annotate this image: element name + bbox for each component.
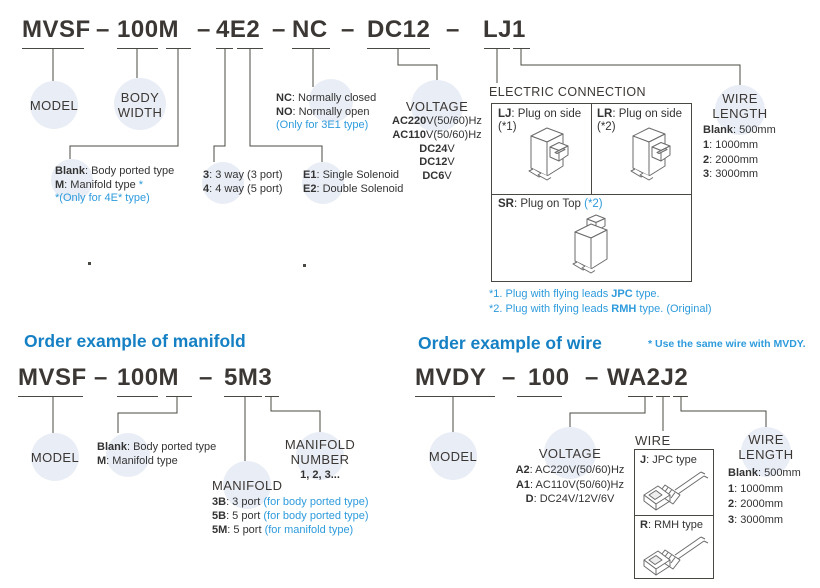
wire-wire-length-list: Blank: 500mm 1: 1000mm 2: 2000mm 3: 3000mm	[728, 467, 801, 526]
wire-voltage-label: VOLTAGE	[538, 446, 602, 461]
code-dash: –	[502, 364, 516, 391]
code-segment-nc: NC	[292, 16, 328, 43]
code-segment-body-width: 100M	[117, 16, 180, 43]
lr-cell-note: (*2)	[597, 121, 616, 133]
electric-footnotes: *1. Plug with flying leads JPC type. *2. Plug with flying leads RMH type. (Original)	[489, 288, 712, 315]
lr-cell-label: LR: Plug on side	[597, 108, 683, 120]
registration-dot	[303, 264, 306, 267]
wire-model-label: MODEL	[428, 449, 478, 464]
manifold-code-manifold: 5M3	[224, 364, 273, 391]
manifold-number-label: MANIFOLD NUMBER	[284, 437, 356, 467]
electric-box-divider-vertical	[591, 104, 592, 194]
electric-connection-box	[491, 103, 692, 282]
wire-code-wire: WA2J2	[607, 364, 689, 391]
rmh-plug-illustration	[639, 533, 709, 579]
manifold-model-label: MODEL	[30, 450, 80, 465]
wire-voltage-list: A2: AC220V(50/60)Hz A1: AC110V(50/60)Hz D: DC24V/12V/6V	[515, 464, 625, 505]
body-width-line2: WIDTH	[117, 105, 163, 120]
manifold-label: MANIFOLD	[212, 478, 283, 493]
wire-length-label: WIRE LENGTH	[712, 91, 768, 121]
body-width-line1: BODY	[120, 90, 160, 105]
electric-connection-title: ELECTRIC CONNECTION	[489, 85, 646, 99]
sr-cell-label: SR: Plug on Top (*2)	[498, 198, 603, 210]
wire-code-model: MVDY	[415, 364, 487, 391]
lj-valve-illustration	[522, 121, 574, 185]
lr-valve-illustration	[624, 121, 676, 185]
registration-dot	[88, 262, 91, 265]
code-segment-connection: LJ1	[483, 16, 526, 43]
lj-cell-note: (*1)	[498, 121, 517, 133]
wire-code-body: 100	[528, 364, 570, 391]
body-width-label	[100, 90, 180, 120]
manifold-type-note: Blank: Body ported type M: Manifold type	[97, 441, 217, 467]
wire-wire-length-label: WIRE LENGTH	[738, 432, 794, 462]
nc-note: NC: Normally closed NO: Normally open (Only for 3E1 type)	[276, 92, 377, 131]
wire-length-list: Blank: 500mm 1: 1000mm 2: 2000mm 3: 3000mm	[703, 124, 776, 181]
code-dash: –	[96, 16, 110, 43]
code-dash: –	[197, 16, 211, 43]
manifold-code-model: MVSF	[18, 364, 87, 391]
wire-box-label: WIRE	[635, 433, 671, 448]
wire-box-divider	[635, 515, 713, 516]
code-segment-voltage: DC12	[367, 16, 431, 43]
manifold-number-values: 1, 2, 3...	[300, 469, 340, 481]
jpc-plug-illustration	[639, 468, 709, 514]
electric-box-divider-horizontal	[492, 194, 691, 195]
code-dash: –	[94, 364, 108, 391]
solenoid-note: E1: Single Solenoid E2: Double Solenoid	[303, 169, 404, 195]
model-label: MODEL	[29, 98, 79, 113]
voltage-label: VOLTAGE	[405, 99, 469, 114]
code-dash: –	[341, 16, 355, 43]
lj-cell-label: LJ: Plug on side	[498, 108, 582, 120]
wire-type-box	[634, 449, 714, 579]
manifold-code-body: 100M	[117, 364, 180, 391]
sr-valve-illustration	[566, 212, 618, 276]
code-dash: –	[272, 16, 286, 43]
way-note: 3: 3 way (3 port) 4: 4 way (5 port)	[203, 169, 283, 195]
code-segment-function: 4E2	[216, 16, 261, 43]
type-note: Blank: Body ported type M: Manifold type * *(Only for 4E* type)	[55, 165, 175, 204]
voltage-list: AC220V(50/60)Hz AC110V(50/60)Hz DC24V DC12V DC6V	[392, 115, 482, 183]
rmh-cell-label: R: RMH type	[640, 519, 703, 531]
manifold-example-heading: Order example of manifold	[24, 331, 246, 351]
code-dash: –	[446, 16, 460, 43]
code-segment-model: MVSF	[22, 16, 91, 43]
wire-example-heading: Order example of wire	[418, 333, 602, 353]
jpc-cell-label: J: JPC type	[640, 454, 697, 466]
code-dash: –	[199, 364, 213, 391]
manifold-list: 3B: 3 port (for body ported type) 5B: 5 port (for body ported type) 5M: 5 port (for manifold type)	[212, 496, 369, 536]
wire-example-side-note: * Use the same wire with MVDY.	[648, 338, 806, 350]
code-dash: –	[585, 364, 599, 391]
